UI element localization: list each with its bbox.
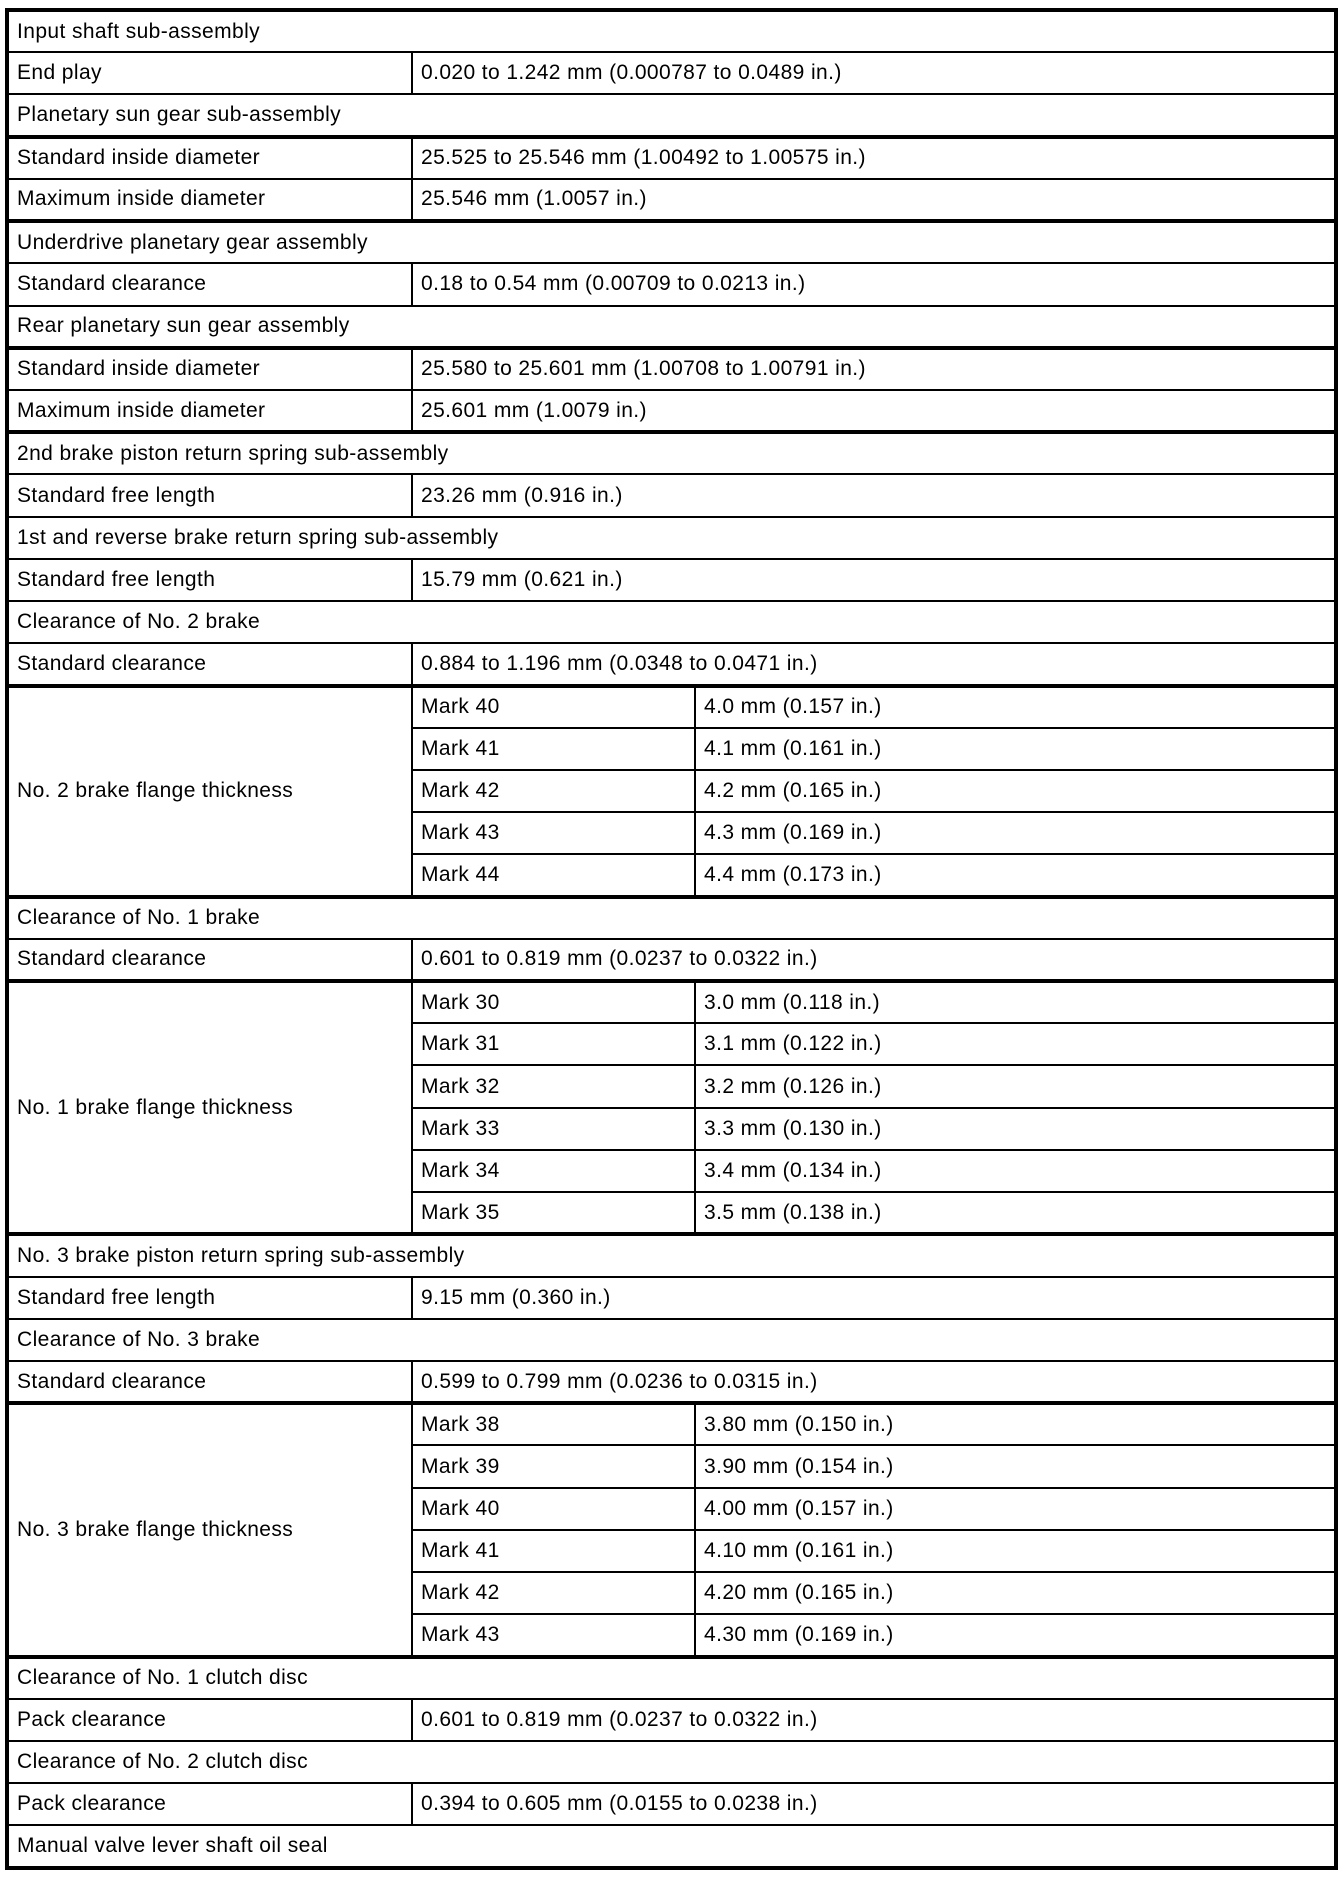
mark-value-cell: 4.10 mm (0.161 in.) xyxy=(695,1530,1336,1572)
spec-row xyxy=(7,1783,1336,1825)
section-label-cell: Rear planetary sun gear assembly xyxy=(7,306,1336,348)
mark-value-cell: 3.2 mm (0.126 in.) xyxy=(695,1065,1336,1107)
spec-row xyxy=(7,137,1336,179)
mark-value-cell: 3.4 mm (0.134 in.) xyxy=(695,1150,1336,1192)
section-label-cell: Planetary sun gear sub-assembly xyxy=(7,94,1336,136)
section-row xyxy=(7,1825,1336,1868)
mark-cell: Mark 38 xyxy=(412,1403,695,1445)
mark-value-cell: 4.2 mm (0.165 in.) xyxy=(695,770,1336,812)
spec-label-cell: Standard clearance xyxy=(7,643,412,685)
mark-value-cell: 4.3 mm (0.169 in.) xyxy=(695,812,1336,854)
section-row xyxy=(7,1741,1336,1783)
section-row xyxy=(7,432,1336,474)
group-label-cell: No. 2 brake flange thickness xyxy=(7,686,412,897)
spec-row xyxy=(7,1699,1336,1741)
mark-value-cell: 4.20 mm (0.165 in.) xyxy=(695,1572,1336,1614)
group-label-cell: No. 1 brake flange thickness xyxy=(7,981,412,1234)
mark-value-cell: 4.0 mm (0.157 in.) xyxy=(695,686,1336,728)
spec-value-cell: 25.601 mm (1.0079 in.) xyxy=(412,390,1336,432)
group-item-row xyxy=(7,981,1336,1023)
mark-cell: Mark 44 xyxy=(412,854,695,896)
spec-row xyxy=(7,348,1336,390)
mark-value-cell: 3.90 mm (0.154 in.) xyxy=(695,1445,1336,1487)
mark-cell: Mark 33 xyxy=(412,1108,695,1150)
mark-cell: Mark 39 xyxy=(412,1445,695,1487)
section-row xyxy=(7,94,1336,136)
spec-label-cell: Maximum inside diameter xyxy=(7,390,412,432)
spec-value-cell: 25.525 to 25.546 mm (1.00492 to 1.00575 in.) xyxy=(412,137,1336,179)
section-row xyxy=(7,1319,1336,1361)
spec-label-cell: Standard inside diameter xyxy=(7,348,412,390)
spec-row xyxy=(7,939,1336,981)
mark-cell: Mark 34 xyxy=(412,1150,695,1192)
mark-cell: Mark 32 xyxy=(412,1065,695,1107)
section-label-cell: Clearance of No. 3 brake xyxy=(7,1319,1336,1361)
spec-label-cell: Maximum inside diameter xyxy=(7,179,412,221)
section-label-cell: 2nd brake piston return spring sub-assembly xyxy=(7,432,1336,474)
mark-value-cell: 3.3 mm (0.130 in.) xyxy=(695,1108,1336,1150)
spec-label-cell: Standard clearance xyxy=(7,939,412,981)
spec-value-cell: 0.020 to 1.242 mm (0.000787 to 0.0489 in.) xyxy=(412,52,1336,94)
mark-value-cell: 3.0 mm (0.118 in.) xyxy=(695,981,1336,1023)
section-row xyxy=(7,897,1336,939)
spec-label-cell: Standard free length xyxy=(7,474,412,516)
spec-label-cell: Standard clearance xyxy=(7,1361,412,1403)
spec-value-cell: 0.18 to 0.54 mm (0.00709 to 0.0213 in.) xyxy=(412,263,1336,305)
section-row xyxy=(7,306,1336,348)
section-label-cell: No. 3 brake piston return spring sub-assembly xyxy=(7,1234,1336,1276)
section-label-cell: Clearance of No. 1 brake xyxy=(7,897,1336,939)
group-label-cell: No. 3 brake flange thickness xyxy=(7,1403,412,1656)
mark-cell: Mark 43 xyxy=(412,1614,695,1656)
spec-value-cell: 9.15 mm (0.360 in.) xyxy=(412,1277,1336,1319)
mark-cell: Mark 31 xyxy=(412,1023,695,1065)
section-row xyxy=(7,1234,1336,1276)
mark-cell: Mark 30 xyxy=(412,981,695,1023)
mark-value-cell: 3.80 mm (0.150 in.) xyxy=(695,1403,1336,1445)
section-row xyxy=(7,517,1336,559)
spec-value-cell: 0.394 to 0.605 mm (0.0155 to 0.0238 in.) xyxy=(412,1783,1336,1825)
section-label-cell: Clearance of No. 2 clutch disc xyxy=(7,1741,1336,1783)
spec-value-cell: 15.79 mm (0.621 in.) xyxy=(412,559,1336,601)
mark-value-cell: 4.00 mm (0.157 in.) xyxy=(695,1488,1336,1530)
spec-label-cell: Standard clearance xyxy=(7,263,412,305)
mark-cell: Mark 40 xyxy=(412,1488,695,1530)
spec-value-cell: 23.26 mm (0.916 in.) xyxy=(412,474,1336,516)
mark-value-cell: 3.1 mm (0.122 in.) xyxy=(695,1023,1336,1065)
section-row xyxy=(7,10,1336,52)
spec-row xyxy=(7,179,1336,221)
mark-cell: Mark 43 xyxy=(412,812,695,854)
spec-table-body xyxy=(7,10,1336,1868)
spec-row xyxy=(7,1361,1336,1403)
spec-value-cell: 0.601 to 0.819 mm (0.0237 to 0.0322 in.) xyxy=(412,939,1336,981)
spec-row xyxy=(7,52,1336,94)
mark-cell: Mark 42 xyxy=(412,770,695,812)
spec-value-cell: 0.599 to 0.799 mm (0.0236 to 0.0315 in.) xyxy=(412,1361,1336,1403)
spec-value-cell: 0.884 to 1.196 mm (0.0348 to 0.0471 in.) xyxy=(412,643,1336,685)
section-row xyxy=(7,601,1336,643)
spec-label-cell: Standard free length xyxy=(7,1277,412,1319)
mark-cell: Mark 35 xyxy=(412,1192,695,1234)
section-label-cell: Underdrive planetary gear assembly xyxy=(7,221,1336,263)
mark-value-cell: 3.5 mm (0.138 in.) xyxy=(695,1192,1336,1234)
spec-value-cell: 25.580 to 25.601 mm (1.00708 to 1.00791 in.) xyxy=(412,348,1336,390)
spec-row xyxy=(7,474,1336,516)
specifications-table xyxy=(5,8,1338,1870)
spec-label-cell: Standard free length xyxy=(7,559,412,601)
section-label-cell: Manual valve lever shaft oil seal xyxy=(7,1825,1336,1868)
spec-row xyxy=(7,390,1336,432)
section-row xyxy=(7,221,1336,263)
spec-value-cell: 0.601 to 0.819 mm (0.0237 to 0.0322 in.) xyxy=(412,1699,1336,1741)
spec-row xyxy=(7,1277,1336,1319)
spec-row xyxy=(7,643,1336,685)
spec-label-cell: Standard inside diameter xyxy=(7,137,412,179)
section-label-cell: Input shaft sub-assembly xyxy=(7,10,1336,52)
mark-cell: Mark 41 xyxy=(412,1530,695,1572)
group-item-row xyxy=(7,686,1336,728)
section-label-cell: 1st and reverse brake return spring sub-assembly xyxy=(7,517,1336,559)
spec-value-cell: 25.546 mm (1.0057 in.) xyxy=(412,179,1336,221)
section-label-cell: Clearance of No. 2 brake xyxy=(7,601,1336,643)
mark-cell: Mark 41 xyxy=(412,728,695,770)
spec-label-cell: Pack clearance xyxy=(7,1699,412,1741)
section-label-cell: Clearance of No. 1 clutch disc xyxy=(7,1657,1336,1699)
spec-row xyxy=(7,559,1336,601)
spec-label-cell: Pack clearance xyxy=(7,1783,412,1825)
mark-cell: Mark 42 xyxy=(412,1572,695,1614)
spec-label-cell: End play xyxy=(7,52,412,94)
mark-value-cell: 4.4 mm (0.173 in.) xyxy=(695,854,1336,896)
mark-cell: Mark 40 xyxy=(412,686,695,728)
mark-value-cell: 4.1 mm (0.161 in.) xyxy=(695,728,1336,770)
group-item-row xyxy=(7,1403,1336,1445)
spec-row xyxy=(7,263,1336,305)
section-row xyxy=(7,1657,1336,1699)
mark-value-cell: 4.30 mm (0.169 in.) xyxy=(695,1614,1336,1656)
